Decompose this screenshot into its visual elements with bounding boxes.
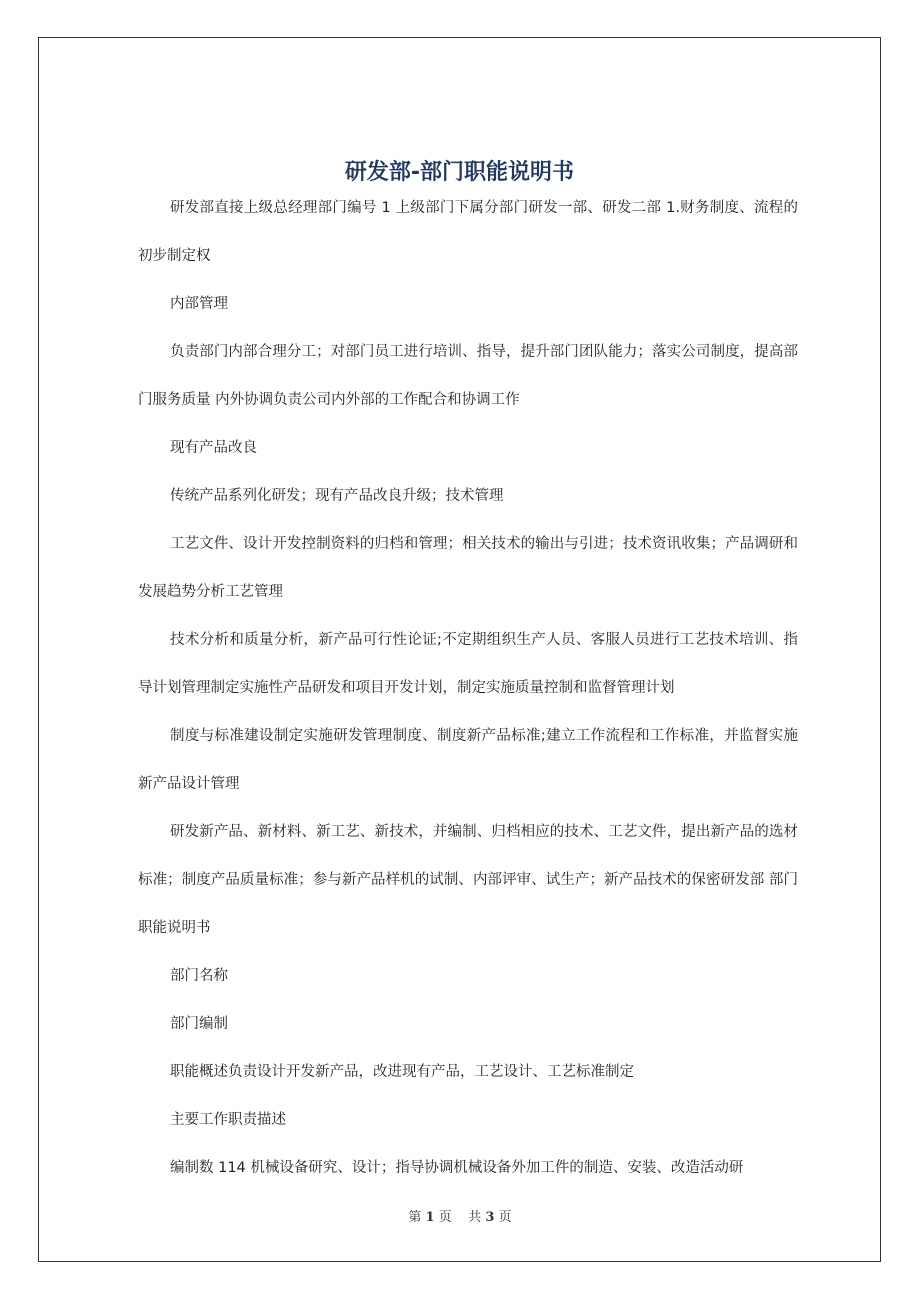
current-page-number: 1 xyxy=(425,1210,435,1225)
document-title: 研发部-部门职能说明书 xyxy=(344,160,575,185)
paragraph: 主要工作职责描述 xyxy=(170,1112,286,1128)
page-unit: 页 xyxy=(438,1210,452,1225)
paragraph: 技术分析和质量分析，新产品可行性论证;不定期组织生产人员、客服人员进行工艺技术培训、指导计划管理制定实施性产品研发和项目开发计划，制定实施质量控制和监督管理计划 xyxy=(138,632,798,696)
paragraph: 部门名称 xyxy=(170,968,228,984)
paragraph: 现有产品改良 xyxy=(170,440,257,456)
paragraph: 传统产品系列化研发；现有产品改良升级；技术管理 xyxy=(170,488,504,504)
document-body xyxy=(138,184,798,1192)
paragraph: 制度与标准建设制定实施研发管理制度、制度新产品标准;建立工作流程和工作标准，并监督实施新产品设计管理 xyxy=(138,728,798,792)
total-unit: 页 xyxy=(498,1210,512,1225)
total-prefix: 共 xyxy=(468,1210,482,1225)
paragraph: 职能概述负责设计开发新产品，改进现有产品，工艺设计、工艺标准制定 xyxy=(170,1064,634,1080)
page-prefix: 第 xyxy=(408,1210,422,1225)
paragraph: 工艺文件、设计开发控制资料的归档和管理；相关技术的输出与引进；技术资讯收集；产品调研和发展趋势分析工艺管理 xyxy=(138,536,798,600)
paragraph: 研发部直接上级总经理部门编号 1 上级部门下属分部门研发一部、研发二部 1.财务制度、流程的初步制定权 xyxy=(138,200,798,264)
paragraph: 部门编制 xyxy=(170,1016,228,1032)
paragraph: 研发新产品、新材料、新工艺、新技术，并编制、归档相应的技术、工艺文件，提出新产品的选材标准；制度产品质量标准；参与新产品样机的试制、内部评审、试生产；新产品技术的保密研发部 部门职能说明书 xyxy=(138,824,798,936)
paragraph: 内部管理 xyxy=(170,296,228,312)
total-pages-number: 3 xyxy=(485,1210,495,1225)
paragraph: 负责部门内部合理分工；对部门员工进行培训、指导，提升部门团队能力；落实公司制度，提高部门服务质量 内外协调负责公司内外部的工作配合和协调工作 xyxy=(138,344,798,408)
page-footer xyxy=(0,1206,920,1225)
paragraph: 编制数 114 机械设备研究、设计；指导协调机械设备外加工件的制造、安装、改造活动研 xyxy=(170,1160,744,1176)
